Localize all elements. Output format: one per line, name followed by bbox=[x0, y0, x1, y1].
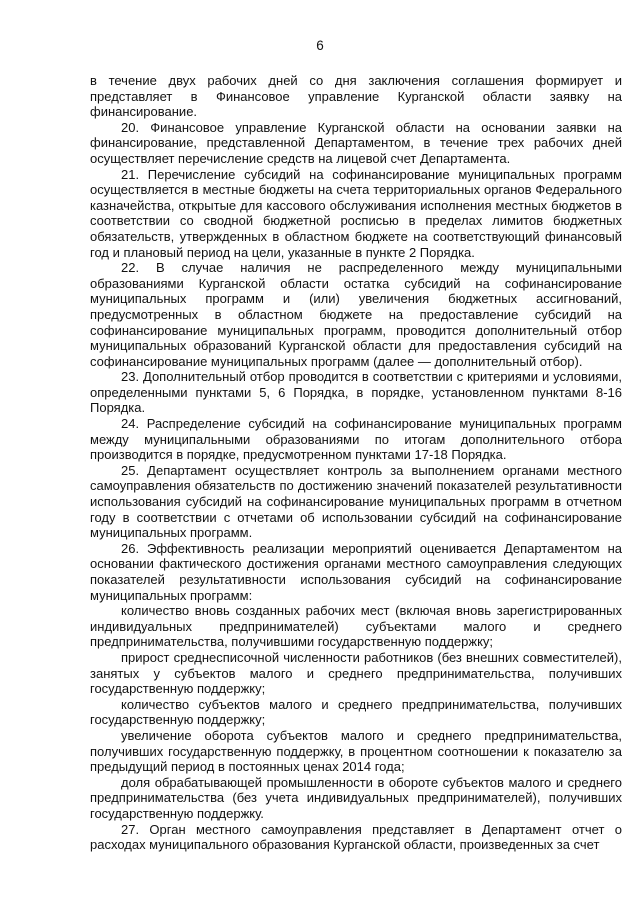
paragraph: количество субъектов малого и среднего предпринимательства, получивших государственную поддержку; bbox=[90, 696, 622, 728]
paragraph: 20. Финансовое управление Курганской области на основании заявки на финансирование, представленной Департаментом, в течение трех рабочих дней осуществляет перечисление средств на лицевой счет Департамента. bbox=[90, 119, 622, 166]
document-body bbox=[90, 73, 622, 853]
paragraph: 26. Эффективность реализации мероприятий оценивается Департаментом на основании фактического достижения органами местного самоуправления следующих показателей результативности использования субсидий на софинансирование муниципальных программ: bbox=[90, 540, 622, 603]
paragraph: увеличение оборота субъектов малого и среднего предпринимательства, получивших государственную поддержку, в процентном соотношении к показателю за предыдущий период в постоянных ценах 2014 года; bbox=[90, 727, 622, 775]
paragraph: 22. В случае наличия не распределенного между муниципальными образованиями Курганской области остатка субсидий на софинансирование муниципальных программ и (или) увеличения бюджетных ассигнований, предусмотренных в областном бюджете на предоставление субсидий на софинансирование муниципальных программ, проводится дополнительный отбор муниципальных образований Курганской области для предоставления субсидий на софинансирование муниципальных программ (далее — дополнительный отбор). bbox=[90, 260, 622, 369]
paragraph: 23. Дополнительный отбор проводится в соответствии с критериями и условиями, определенными пунктами 5, 6 Порядка, в порядке, установленном пунктами 8-16 Порядка. bbox=[90, 369, 622, 416]
paragraph: прирост среднесписочной численности работников (без внешних совместителей), занятых у субъектов малого и среднего предпринимательства, получивших государственную поддержку; bbox=[90, 649, 622, 697]
page-number: 6 bbox=[316, 38, 324, 53]
paragraph: количество вновь созданных рабочих мест (включая вновь зарегистрированных индивидуальных предпринимателей) субъектами малого и среднего предпринимательства, получившими государственную поддержку; bbox=[90, 603, 622, 650]
paragraph: в течение двух рабочих дней со дня заключения соглашения формирует и представляет в Финансовое управление Курганской области заявку на финансирование. bbox=[90, 73, 622, 120]
paragraph: 21. Перечисление субсидий на софинансирование муниципальных программ осуществляется в местные бюджеты на счета территориальных органов Федерального казначейства, открытые для кассового обслуживания исполнения местных бюджетов в соответствии со сводной бюджетной росписью в пределах лимитов бюджетных обязательств, утвержденных в областном бюджете на соответствующий финансовый год и плановый период на цели, указанные в пункте 2 Порядка. bbox=[90, 166, 622, 260]
paragraph: 24. Распределение субсидий на софинансирование муниципальных программ между муниципальными образованиями по итогам дополнительного отбора производится в порядке, предусмотренном пунктами 17-18 Порядка. bbox=[90, 416, 622, 463]
paragraph: 27. Орган местного самоуправления представляет в Департамент отчет о расходах муниципального образования Курганской области, произведенных за счет bbox=[90, 821, 622, 853]
paragraph: 25. Департамент осуществляет контроль за выполнением органами местного самоуправления обязательств по достижению значений показателей результативности использования субсидий на софинансирование муниципальных программ в отчетном году в соответствии с отчетами об использовании субсидий на софинансирование муниципальных программ. bbox=[90, 462, 622, 541]
paragraph: доля обрабатывающей промышленности в обороте субъектов малого и среднего предпринимательства (без учета индивидуальных предпринимателей), получивших государственную поддержку. bbox=[90, 774, 622, 821]
